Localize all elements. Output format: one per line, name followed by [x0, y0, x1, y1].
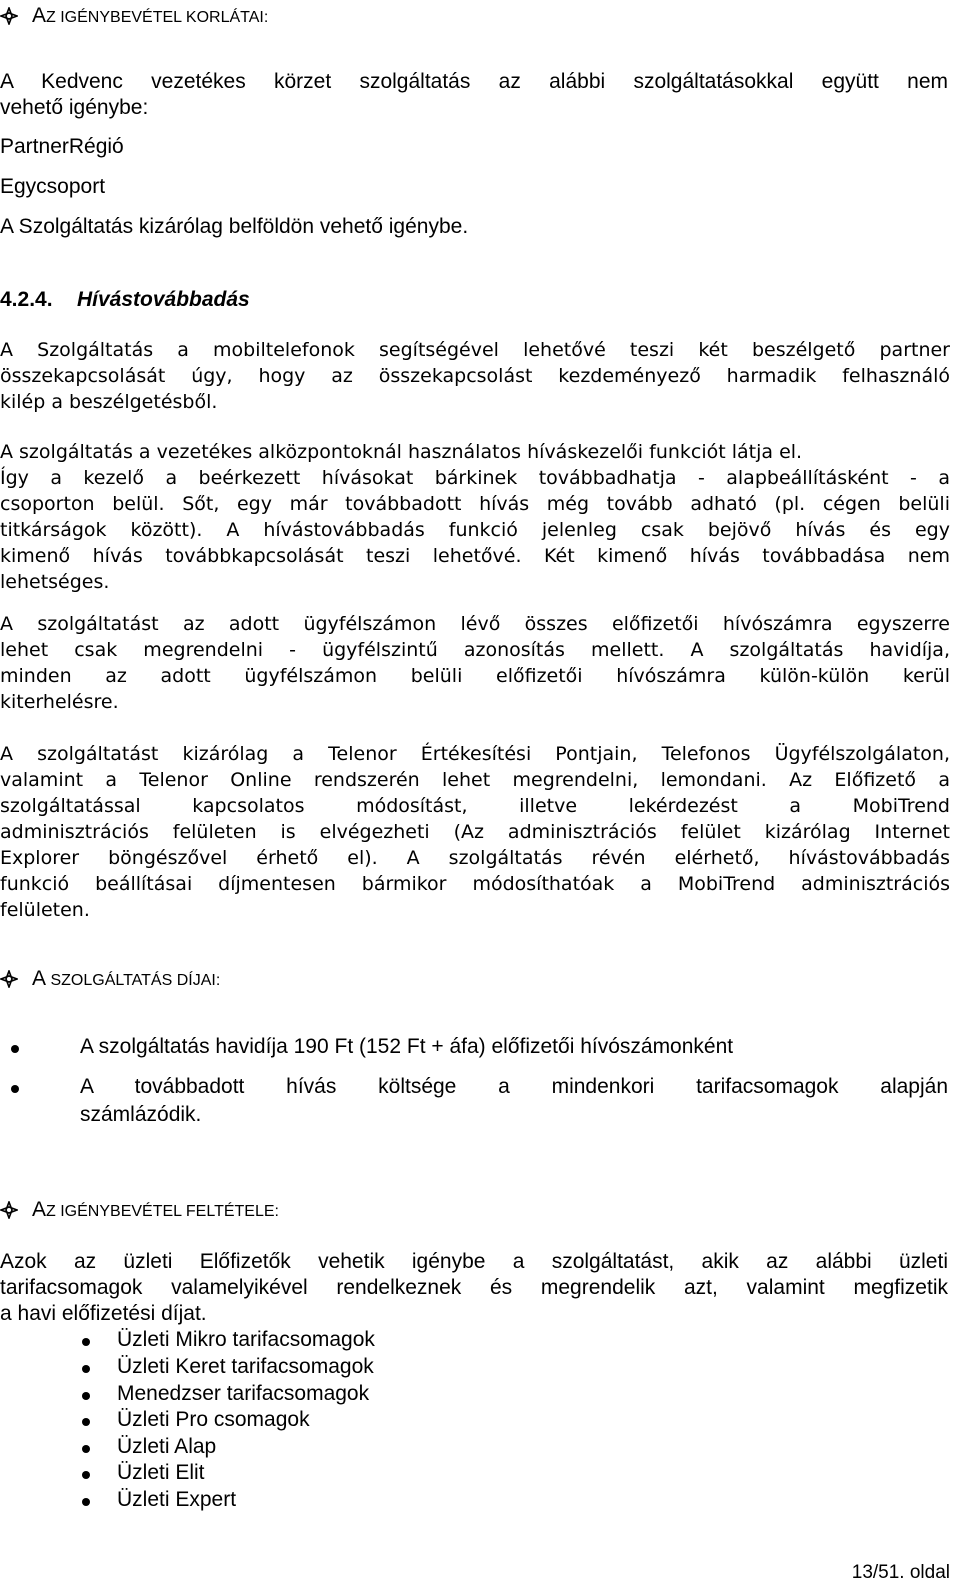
p3-line: A szolgáltatást az adott ügyfélszámon lévő összes előfizetői hívószámra egyszerre [0, 613, 950, 635]
conditions-intro-line: a havi előfizetési díjat. [0, 1302, 207, 1325]
section-heading-restrictions: AZ IGÉNYBEVÉTEL KORLÁTAI: [32, 4, 269, 27]
p2-line: Így a kezelő a beérkezett hívásokat bárkinek továbbadhatja - alapbeállításként - a [0, 467, 950, 489]
package-item: Üzleti Alap [117, 1435, 217, 1458]
bullet-dot [82, 1338, 90, 1346]
section-title: Hívástovábbadás [77, 288, 250, 311]
p3-line: kiterhelésre. [0, 691, 119, 713]
p4-line: adminisztrációs felületen is elvégezheti (Az adminisztrációs felület kizárólag Internet [0, 821, 950, 843]
bullet-dot [82, 1365, 90, 1373]
package-item: Üzleti Mikro tarifacsomagok [117, 1328, 375, 1351]
p4-line: szolgáltatással kapcsolatos módosítást, illetve lekérdezést a MobiTrend [0, 795, 950, 817]
p1-line: A Szolgáltatás a mobiltelefonok segítségével lehetővé teszi két beszélgető partner [0, 339, 950, 361]
section-heading-fees: A SZOLGÁLTATÁS DÍJAI: [32, 967, 221, 990]
bullet-dot [82, 1498, 90, 1506]
page-number: 13/51. oldal [851, 1562, 950, 1583]
package-item: Üzleti Elit [117, 1461, 205, 1484]
bullet-dot [11, 1045, 19, 1053]
conditions-intro-line: tarifacsomagok valamelyikével rendelkeznek és megrendelik azt, valamint megfizetik [0, 1276, 948, 1299]
restriction-note: A Szolgáltatás kizárólag belföldön vehető igénybe. [0, 215, 469, 238]
bullet-dot [82, 1445, 90, 1453]
fee-bullet-2-line1: A továbbadott hívás költsége a mindenkori tarifacsomagok alapján [80, 1075, 948, 1098]
section-heading-conditions: AZ IGÉNYBEVÉTEL FELTÉTELE: [32, 1198, 279, 1221]
p2-line: A szolgáltatás a vezetékes alközpontoknál használatos híváskezelői funkciót látja el. [0, 441, 803, 463]
bullet-dot [11, 1085, 19, 1093]
restrictions-intro-line2: vehető igénybe: [0, 96, 149, 119]
bullet-dot [82, 1471, 90, 1479]
restriction-item: Egycsoport [0, 175, 106, 198]
p2-line: titkárságok között). A hívástovábbadás funkció jelenleg csak bejövő hívás és egy [0, 519, 950, 541]
p2-line: kimenő hívás továbbkapcsolását teszi lehetővé. Két kimenő hívás továbbadása nem [0, 545, 950, 567]
bullet-dot [82, 1392, 90, 1400]
diamond-bullet-icon [0, 970, 18, 988]
package-item: Üzleti Expert [117, 1488, 237, 1511]
diamond-bullet-icon [0, 7, 18, 25]
diamond-bullet-icon [0, 1201, 18, 1219]
package-item: Üzleti Keret tarifacsomagok [117, 1355, 374, 1378]
p4-line: Explorer böngészővel érhető el). A szolgáltatás révén elérhető, hívástovábbadás [0, 847, 950, 869]
restriction-item: PartnerRégió [0, 135, 124, 158]
bullet-dot [82, 1418, 90, 1426]
p1-line: összekapcsolását úgy, hogy az összekapcsolást kezdeményező harmadik felhasználó [0, 365, 950, 387]
p3-line: minden az adott ügyfélszámon belüli előfizetői hívószámra külön-külön kerül [0, 665, 950, 687]
p4-line: valamint a Telenor Online rendszerén lehet megrendelni, lemondani. Az Előfizető a [0, 769, 950, 791]
p2-line: lehetséges. [0, 571, 110, 593]
fee-bullet-2-line2: számlázódik. [80, 1103, 202, 1126]
conditions-intro-line: Azok az üzleti Előfizetők vehetik igénybe a szolgáltatást, akik az alábbi üzleti [0, 1250, 948, 1273]
restrictions-intro-line1: A Kedvenc vezetékes körzet szolgáltatás az alábbi szolgáltatásokkal együtt nem [0, 70, 948, 93]
package-item: Üzleti Pro csomagok [117, 1408, 310, 1431]
p4-line: felületen. [0, 899, 90, 921]
p4-line: A szolgáltatást kizárólag a Telenor Értékesítési Pontjain, Telefonos Ügyfélszolgálaton, [0, 743, 950, 765]
package-item: Menedzser tarifacsomagok [117, 1382, 370, 1405]
p2-line: csoporton belül. Sőt, egy már továbbadott hívás még tovább adható (pl. cégen belüli [0, 493, 950, 515]
p3-line: lehet csak megrendelni - ügyfélszintű azonosítás mellett. A szolgáltatás havidíja, [0, 639, 950, 661]
p1-line: kilép a beszélgetésből. [0, 391, 218, 413]
p4-line: funkció beállításai díjmentesen bármikor módosíthatóak a MobiTrend adminisztrációs [0, 873, 950, 895]
fee-bullet-1: A szolgáltatás havidíja 190 Ft (152 Ft + áfa) előfizetői hívószámonként [80, 1035, 734, 1058]
section-number: 4.2.4. [0, 288, 53, 311]
